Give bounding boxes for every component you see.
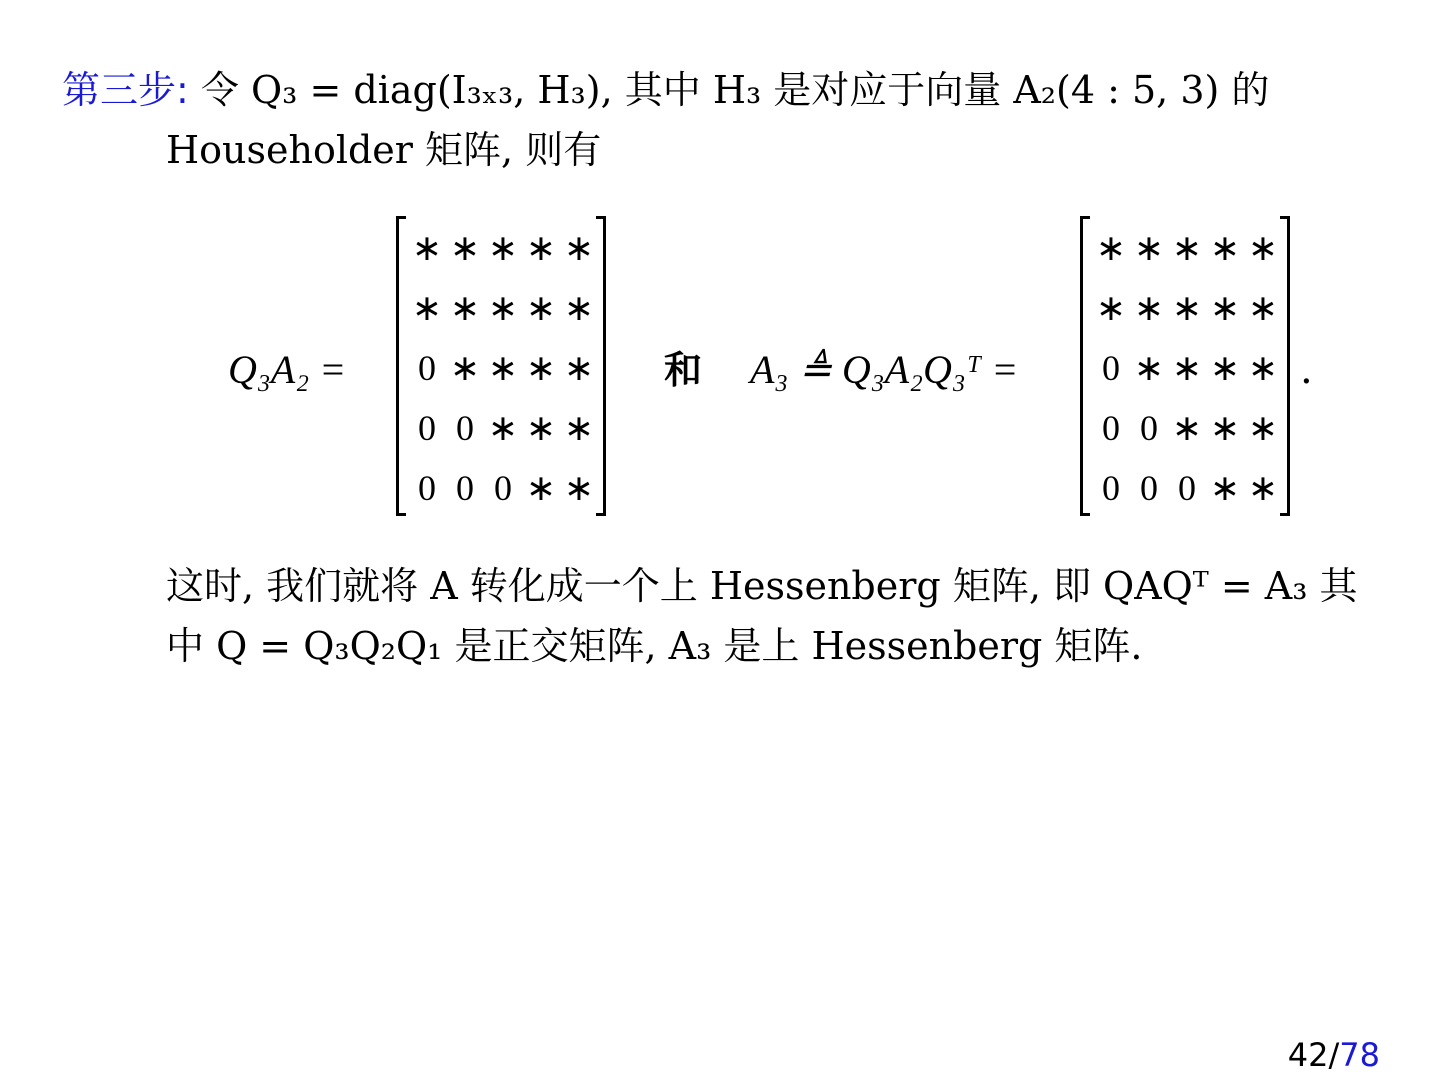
step-text-line1: 令 Q₃ = diag(I₃ₓ₃, H₃), 其中 H₃ 是对应于向量 A₂(4 : 5, 3) 的: [200, 68, 1270, 112]
step-label: 第三步:: [62, 68, 189, 112]
matrix-cell: ∗: [1095, 288, 1127, 328]
matrix-cell: ∗: [1133, 228, 1165, 268]
matrix-cell: ∗: [487, 228, 519, 268]
left-bracket: [1080, 216, 1090, 516]
step-heading-line: [62, 60, 1269, 120]
matrix-cell: 0: [1102, 408, 1120, 448]
matrix-cell: ∗: [411, 288, 443, 328]
matrix-cell: ∗: [1133, 348, 1165, 388]
step-text-line2: Householder 矩阵, 则有: [166, 128, 602, 172]
equation-period: .: [1300, 347, 1313, 393]
page-current: 42/: [1287, 1036, 1340, 1074]
matrix-cell: ∗: [487, 348, 519, 388]
matrix-cell: ∗: [1209, 288, 1241, 328]
matrix-cell: ∗: [1095, 228, 1127, 268]
matrix-cell: ∗: [449, 228, 481, 268]
matrix-cell: ∗: [487, 408, 519, 448]
matrix-cell: 0: [494, 468, 512, 508]
matrix-cell: ∗: [1247, 408, 1279, 448]
matrix-cell: ∗: [1171, 228, 1203, 268]
matrix-cell: ∗: [1171, 288, 1203, 328]
matrix-equation: [0, 210, 1440, 530]
matrix-cell: 0: [1140, 408, 1158, 448]
matrix-cell: ∗: [1209, 228, 1241, 268]
matrix-cell: ∗: [563, 348, 595, 388]
matrix-cell: ∗: [1247, 288, 1279, 328]
matrix-cell: 0: [418, 348, 436, 388]
matrix-right: [1080, 210, 1290, 520]
page-number: [1288, 1036, 1380, 1074]
left-bracket: [396, 216, 406, 516]
matrix-cell: 0: [456, 408, 474, 448]
matrix-cell: ∗: [449, 288, 481, 328]
matrix-cell: 0: [1102, 348, 1120, 388]
matrix-cell: ∗: [525, 288, 557, 328]
matrix-cell: 0: [1102, 468, 1120, 508]
matrix-cell: ∗: [1171, 408, 1203, 448]
equation-lhs: Q₃A₂ =: [228, 347, 347, 392]
matrix-cell: ∗: [1247, 468, 1279, 508]
matrix-cell: ∗: [1171, 348, 1203, 388]
matrix-cell: ∗: [1247, 228, 1279, 268]
matrix-cell: ∗: [563, 228, 595, 268]
matrix-cell: ∗: [1209, 468, 1241, 508]
matrix-cell: ∗: [525, 408, 557, 448]
page-total: 78: [1339, 1036, 1380, 1074]
matrix-cell: 0: [1140, 468, 1158, 508]
equation-rhs: A₃ ≜ Q₃A₂Q₃ᵀ =: [750, 347, 1019, 392]
conjunction-and: 和: [664, 347, 703, 392]
matrix-cell: ∗: [1133, 288, 1165, 328]
matrix-cell: 0: [418, 408, 436, 448]
matrix-cell: 0: [1178, 468, 1196, 508]
matrix-cell: ∗: [1247, 348, 1279, 388]
matrix-cell: ∗: [563, 468, 595, 508]
matrix-cell: ∗: [525, 228, 557, 268]
matrix-cell: ∗: [487, 288, 519, 328]
matrix-cell: ∗: [525, 348, 557, 388]
matrix-left: [396, 210, 606, 520]
matrix-cell: ∗: [411, 228, 443, 268]
matrix-cell: 0: [456, 468, 474, 508]
matrix-cell: 0: [418, 468, 436, 508]
matrix-cell: ∗: [563, 408, 595, 448]
matrix-cell: ∗: [449, 348, 481, 388]
matrix-cell: ∗: [1209, 408, 1241, 448]
matrix-cell: ∗: [525, 468, 557, 508]
matrix-cell: ∗: [1209, 348, 1241, 388]
matrix-cell: ∗: [563, 288, 595, 328]
conclusion-paragraph: 这时, 我们就将 A 转化成一个上 Hessenberg 矩阵, 即 QAQᵀ = A₃ 其中 Q = Q₃Q₂Q₁ 是正交矩阵, A₃ 是上 Hessenberg 矩阵.: [166, 564, 1358, 668]
